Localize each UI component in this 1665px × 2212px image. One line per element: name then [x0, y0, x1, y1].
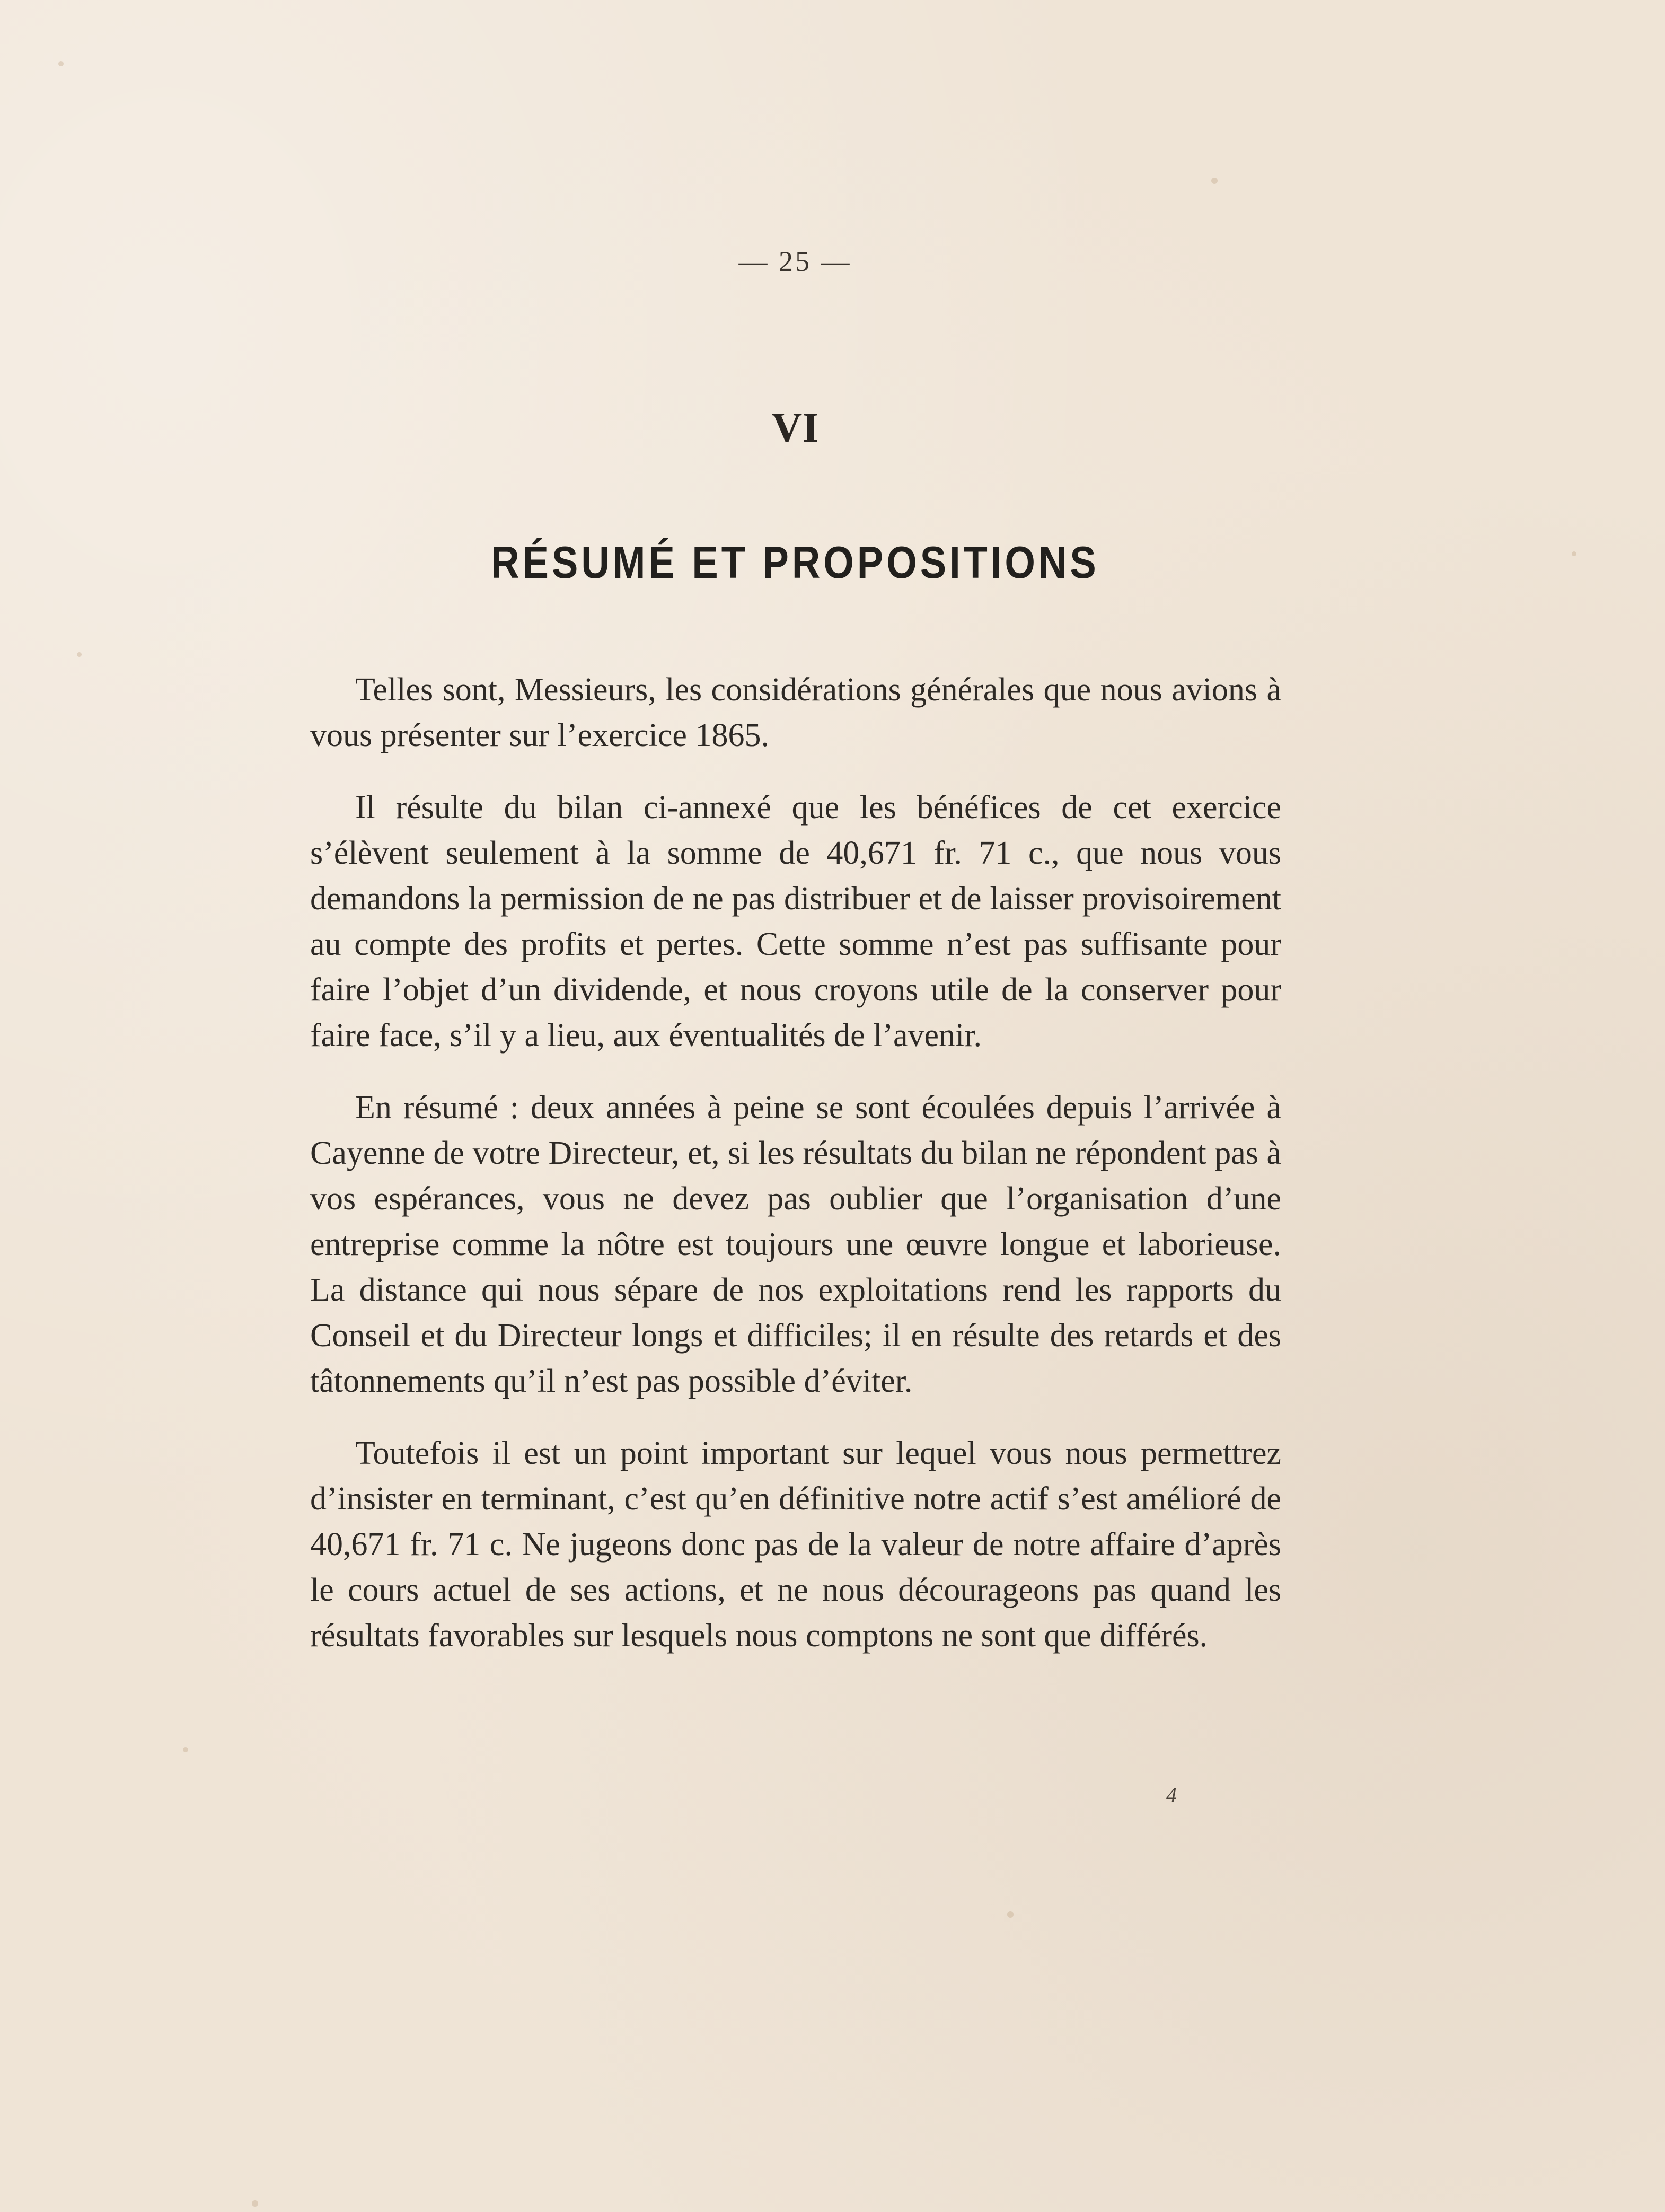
paper-spot: [252, 2200, 258, 2207]
paper-spot: [183, 1747, 188, 1752]
paragraph-2: Il résulte du bilan ci-annexé que les bénéfices de cet exercice s’élèvent seulement à la somme de 40,671 fr. 71 c., que nous vous demandons la permission de ne pas distribuer et de laisser provisoirement au compte des profits et pertes. Cette somme n’est pas suffisante pour faire l’objet d’un dividende, et nous croyons utile de la conserver pour faire face, s’il y a lieu, aux éventualités de l’avenir.: [310, 789, 1281, 1054]
paper-spot: [1007, 1911, 1014, 1918]
paragraph-4: Toutefois il est un point important sur lequel vous nous permettrez d’insister en terminant, c’est qu’en définitive notre actif s’est amélioré de 40,671 fr. 71 c. Ne jugeons donc pas de la valeur de notre affaire d’après le cours actuel de ses actions, et ne nous décourageons pas quand les résultats favorables sur lesquels nous comptons ne sont que différés.: [310, 1435, 1281, 1654]
paper-spot: [77, 652, 82, 657]
section-title: RÉSUMÉ ET PROPOSITIONS: [491, 537, 1099, 588]
section-numeral: VI: [771, 405, 819, 451]
body-text: [310, 667, 1281, 1685]
paragraph-1: Telles sont, Messieurs, les considérations générales que nous avions à vous présenter sur l’exercice 1865.: [310, 672, 1281, 753]
signature-mark: 4: [1166, 1783, 1177, 1807]
paragraph-3: En résumé : deux années à peine se sont écoulées depuis l’arrivée à Cayenne de votre Directeur, et, si les résultats du bilan ne répondent pas à vos espérances, vous ne devez pas oublier que l’organisation d’une entreprise comme la nôtre est toujours une œuvre longue et laborieuse. La distance qui nous sépare de nos exploitations rend les rapports du Conseil et du Directeur longs et difficiles; il en résulte des retards et des tâtonnements qu’il n’est pas possible d’éviter.: [310, 1090, 1281, 1399]
paper-spot: [1211, 178, 1218, 184]
paper-spot: [58, 61, 64, 66]
page-number: — 25 —: [738, 245, 852, 277]
